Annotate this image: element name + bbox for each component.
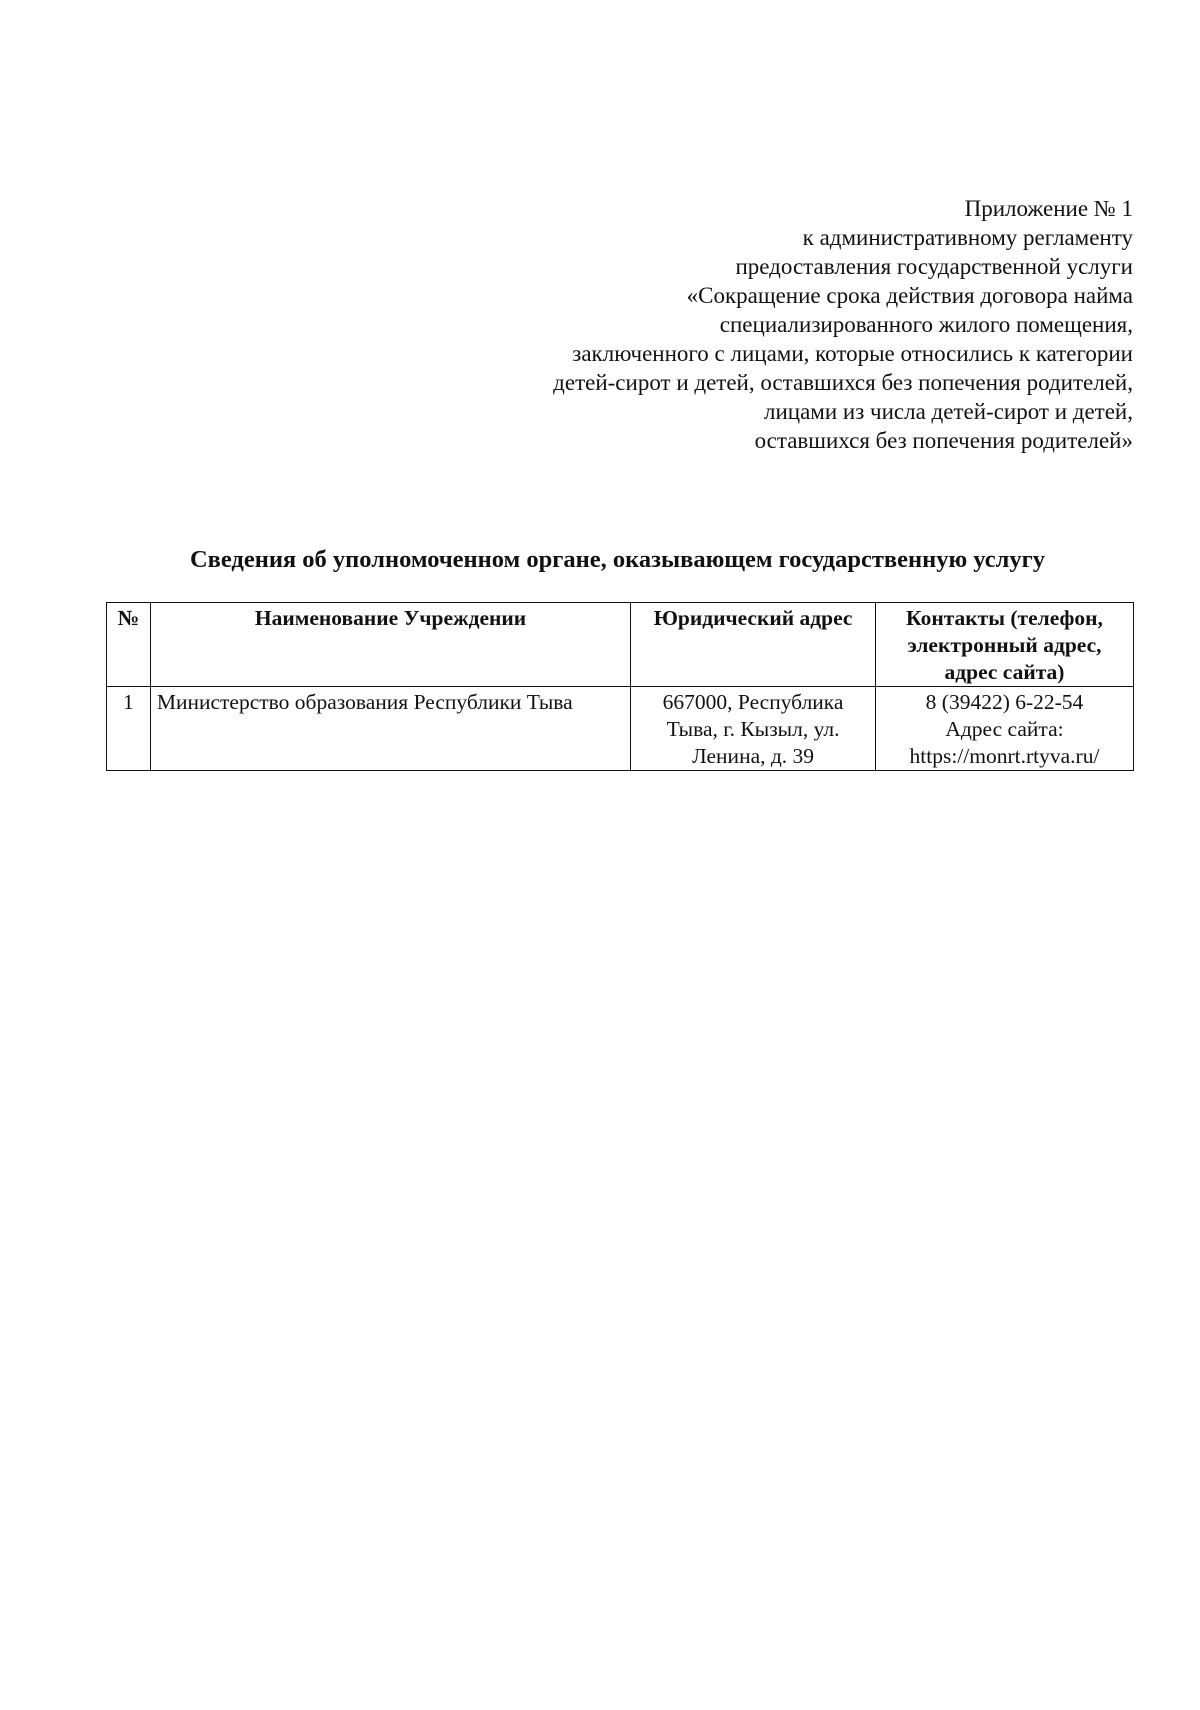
legal-address: 667000, Республика Тыва, г. Кызыл, ул. Ленина, д. 39 bbox=[631, 687, 876, 771]
document-heading: Сведения об уполномоченном органе, оказывающем государственную услугу bbox=[189, 546, 1046, 573]
appendix-line: оставшихся без попечения родителей» bbox=[754, 428, 1133, 453]
appendix-line: к административному регламенту bbox=[802, 225, 1133, 250]
table-header-row bbox=[107, 603, 1134, 687]
institution-name: Министерство образования Республики Тыва bbox=[150, 687, 630, 771]
table-row bbox=[107, 687, 1134, 771]
row-number: 1 bbox=[107, 687, 151, 771]
contact-phone: 8 (39422) 6-22-54 bbox=[925, 690, 1084, 714]
site-label: Адрес сайта: bbox=[945, 717, 1064, 741]
contacts-cell bbox=[875, 687, 1133, 771]
appendix-block bbox=[373, 194, 1133, 455]
site-url: https://monrt.rtyva.ru/ bbox=[909, 744, 1100, 768]
appendix-line: лицами из числа детей-сирот и детей, bbox=[763, 399, 1133, 424]
authority-table bbox=[106, 602, 1134, 771]
appendix-line: детей-сирот и детей, оставшихся без попечения родителей, bbox=[553, 370, 1133, 395]
header-legal-address: Юридический адрес bbox=[631, 603, 876, 687]
header-institution-name: Наименование Учреждении bbox=[150, 603, 630, 687]
appendix-line: предоставления государственной услуги bbox=[735, 254, 1133, 279]
appendix-line: «Сокращение срока действия договора найма bbox=[686, 283, 1133, 308]
appendix-line: специализированного жилого помещения, bbox=[719, 312, 1133, 337]
appendix-line: Приложение № 1 bbox=[964, 196, 1133, 221]
header-number: № bbox=[107, 603, 151, 687]
header-contacts: Контакты (телефон, электронный адрес, адрес сайта) bbox=[875, 603, 1133, 687]
appendix-line: заключенного с лицами, которые относились к категории bbox=[572, 341, 1133, 366]
